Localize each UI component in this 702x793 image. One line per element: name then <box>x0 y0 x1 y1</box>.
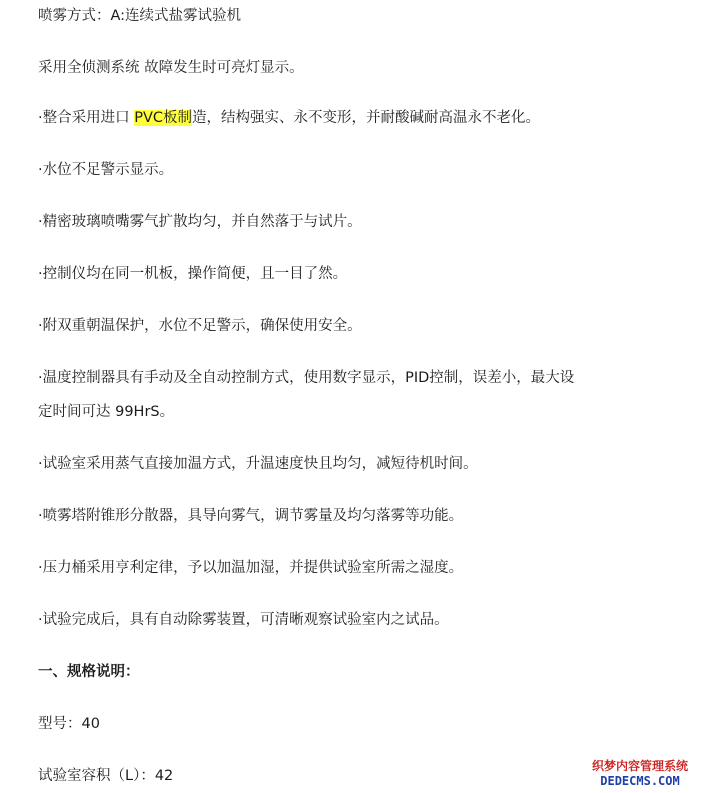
watermark-title: 织梦内容管理系统 <box>591 759 688 773</box>
watermark-logo <box>584 759 696 789</box>
watermark-domain: DEDECMS.COM <box>600 774 680 788</box>
spec-heading: 一、规格说明： <box>38 664 140 680</box>
feature-item: ·试验完成后，具有自动除雾装置，可清晰观察试验室内之试品。 <box>38 612 449 628</box>
volume-line: 试验室容积（L）：42 <box>38 768 174 784</box>
feature-item: ·附双重朝温保护，水位不足警示，确保使用安全。 <box>38 318 362 334</box>
feature-item: ·水位不足警示显示。 <box>38 162 174 178</box>
feature-item-continuation: 定时间可达 99HrS。 <box>38 404 175 420</box>
spray-mode-line: 喷雾方式：A:连续式盐雾试验机 <box>38 8 242 24</box>
feature-item: ·喷雾塔附锥形分散器，具导向雾气，调节雾量及均匀落雾等功能。 <box>38 508 464 524</box>
model-line: 型号：40 <box>38 716 100 732</box>
feature-item: ·精密玻璃喷嘴雾气扩散均匀，并自然落于与试片。 <box>38 214 362 230</box>
feature-item <box>38 108 692 128</box>
feature-text: 造，结构强实、永不变形，并耐酸碱耐高温永不老化。 <box>192 110 541 126</box>
highlighted-text: PVC板制 <box>134 110 193 126</box>
detection-line: 采用全侦测系统 故障发生时可亮灯显示。 <box>38 60 304 76</box>
feature-item: ·压力桶采用亨利定律，予以加温加湿，并提供试验室所需之湿度。 <box>38 560 464 576</box>
feature-item: ·控制仪均在同一机板，操作简便，且一目了然。 <box>38 266 348 282</box>
feature-item: ·试验室采用蒸气直接加温方式，升温速度快且均匀，减短待机时间。 <box>38 456 478 472</box>
feature-text: ·整合采用进口 <box>38 110 135 126</box>
feature-item: ·温度控制器具有手动及全自动控制方式，使用数字显示，PID控制，误差小，最大设 <box>38 370 575 386</box>
